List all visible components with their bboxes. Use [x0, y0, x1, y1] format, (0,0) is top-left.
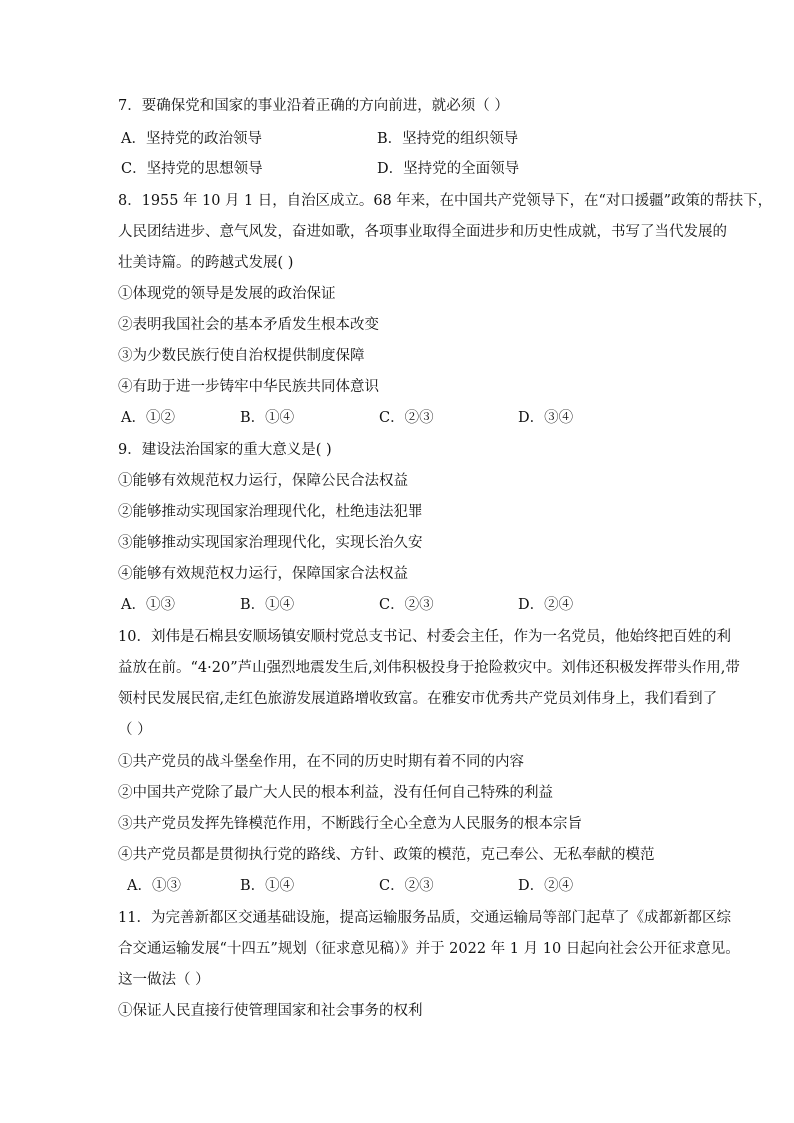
question-10-option-d: D．②④: [518, 878, 574, 894]
question-8-option-b: B．①④: [240, 410, 295, 426]
question-9-option-b: B．①④: [240, 597, 295, 613]
question-8-statement-4: ④有助于进一步铸牢中华民族共同体意识: [118, 379, 379, 395]
question-8-option-d: D．③④: [518, 410, 574, 426]
question-9-option-c: C．②③: [379, 597, 434, 613]
question-8-statement-1: ①体现党的领导是发展的政治保证: [118, 286, 336, 302]
question-10-stem-line: 益放在前。“4·20”芦山强烈地震发生后,刘伟积极投身于抢险救灾中。刘伟还积极发挥带头作用,带: [118, 660, 740, 676]
question-9-option-a: A．①③: [121, 597, 175, 613]
question-10-option-b: B．①④: [240, 878, 295, 894]
question-10-statement-4: ④共产党员都是贯彻执行党的路线、方针、政策的模范，克己奉公、无私奉献的模范: [118, 847, 655, 863]
question-8-option-a: A．①②: [121, 410, 175, 426]
question-7-stem: 7．要确保党和国家的事业沿着正确的方向前进，就必须（ ）: [118, 98, 509, 114]
question-10-stem-line: （ ）: [118, 722, 152, 738]
question-8-stem-line: 壮美诗篇。的跨越式发展( ): [118, 255, 294, 271]
question-9-statement-4: ④能够有效规范权力运行，保障国家合法权益: [118, 566, 408, 582]
question-9-statement-3: ③能够推动实现国家治理现代化，实现长治久安: [118, 535, 423, 551]
question-7-option-d: D．坚持党的全面领导: [377, 161, 520, 177]
question-10-stem-line: 10．刘伟是石棉县安顺场镇安顺村党总支书记、村委会主任，作为一名党员，他始终把百姓的利: [118, 629, 731, 645]
question-8-statement-2: ②表明我国社会的基本矛盾发生根本改变: [118, 317, 379, 333]
question-8-stem-line: 人民团结进步、意气风发，奋进如歌，各项事业取得全面进步和历史性成就，书写了当代发展的: [118, 224, 727, 240]
question-8-option-c: C．②③: [379, 410, 434, 426]
question-8-stem-line: 8．1955 年 10 月 1 日，自治区成立。68 年来，在中国共产党领导下，在“对口援疆”政策的帮扶下，: [118, 193, 773, 209]
question-7-option-b: B．坚持党的组织领导: [377, 131, 519, 147]
question-8-statement-3: ③为少数民族行使自治权提供制度保障: [118, 348, 365, 364]
question-9-statement-2: ②能够推动实现国家治理现代化，杜绝违法犯罪: [118, 504, 423, 520]
question-10-stem-line: 领村民发展民宿,走红色旅游发展道路增收致富。在雅安市优秀共产党员刘伟身上，我们看到了: [118, 691, 718, 707]
question-11-stem-line: 11．为完善新都区交通基础设施，提高运输服务品质，交通运输局等部门起草了《成都新都区综: [118, 910, 731, 926]
question-9-stem: 9．建设法治国家的重大意义是( ): [118, 442, 332, 458]
question-9-option-d: D．②④: [518, 597, 574, 613]
question-10-statement-3: ③共产党员发挥先锋模范作用，不断践行全心全意为人民服务的根本宗旨: [118, 816, 582, 832]
question-11-statement-1: ①保证人民直接行使管理国家和社会事务的权利: [118, 1003, 423, 1019]
question-11-stem-line: 合交通运输发展“十四五”规划（征求意见稿）》并于 2022 年 1 月 10 日起向社会公开征求意见。: [118, 941, 740, 957]
question-7-option-c: C．坚持党的思想领导: [121, 161, 263, 177]
question-11-stem-line: 这一做法（ ）: [118, 972, 210, 988]
question-10-statement-2: ②中国共产党除了最广大人民的根本利益，没有任何自己特殊的利益: [118, 785, 553, 801]
question-10-option-c: C．②③: [379, 878, 434, 894]
question-10-statement-1: ①共产党员的战斗堡垒作用，在不同的历史时期有着不同的内容: [118, 754, 524, 770]
question-10-option-a: A．①③: [127, 878, 181, 894]
question-7-option-a: A．坚持党的政治领导: [121, 131, 262, 147]
question-9-statement-1: ①能够有效规范权力运行，保障公民合法权益: [118, 473, 408, 489]
